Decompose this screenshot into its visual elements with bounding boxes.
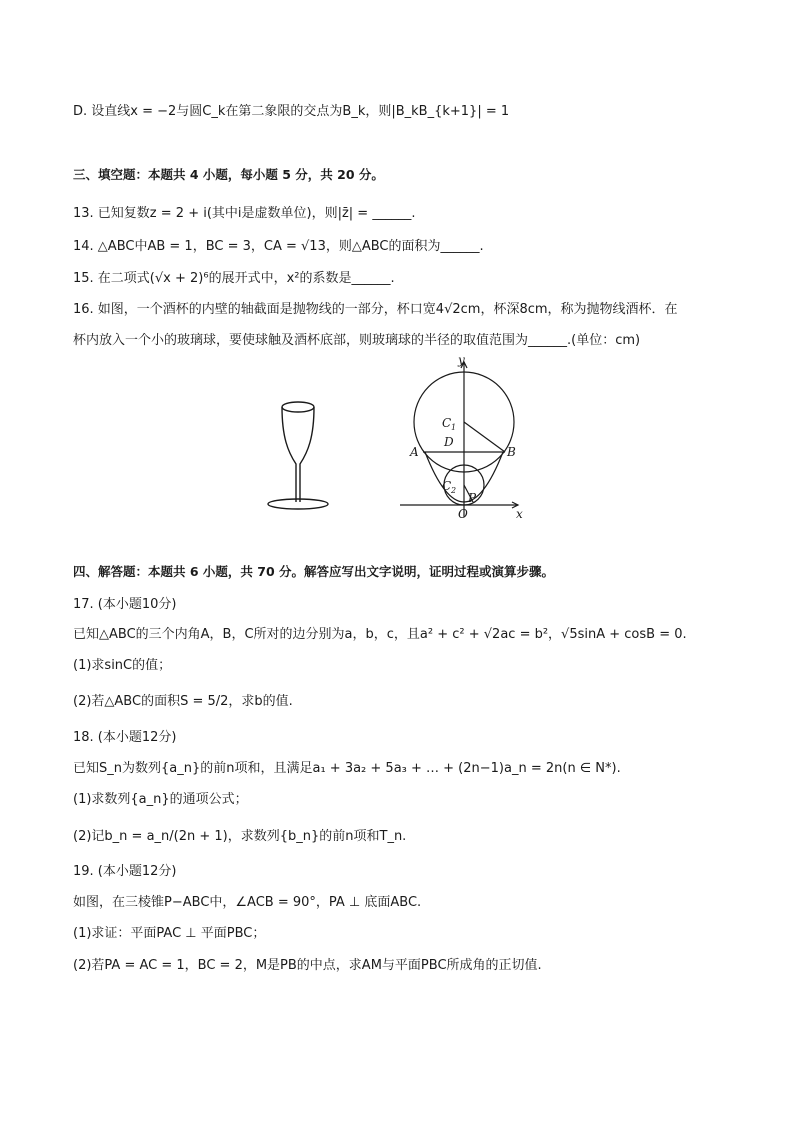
wine-glass-drawing xyxy=(268,402,328,509)
question-17-part-1: (1)求sinC的值； xyxy=(73,658,172,673)
question-18-part-1: (1)求数列{a_n}的通项公式； xyxy=(73,792,248,807)
a-label: A xyxy=(410,445,419,459)
question-19-part-1: (1)求证：平面PAC ⊥ 平面PBC； xyxy=(73,926,266,941)
c2-subscript: 2 xyxy=(451,486,457,495)
p-label: P xyxy=(468,491,477,505)
d-label: D xyxy=(444,435,454,449)
x-axis-label: x xyxy=(516,507,523,521)
question-18-stem: 已知S_n为数列{a_n}的前n项和，且满足a₁ + 3a₂ + 5a₃ + … + (2n−1)a_n = 2n(n ∈ N*). xyxy=(73,761,621,776)
question-17-stem: 已知△ABC的三个内角A，B，C所对的边分别为a，b，c，且a² + c² + √2ac = b²，√5sinA + cosB = 0. xyxy=(73,627,687,642)
question-17-part-2: (2)若△ABC的面积S = 5/2，求b的值. xyxy=(73,694,293,709)
question-16-line-2: 杯内放入一个小的玻璃球，要使球触及酒杯底部，则玻璃球的半径的取值范围为______.(单位：cm) xyxy=(73,333,641,348)
question-19-title: 19. (本小题12分) xyxy=(73,864,177,879)
b-label: B xyxy=(507,445,516,459)
c1-label: C xyxy=(442,416,452,430)
c1-subscript: 1 xyxy=(451,423,457,432)
question-15: 15. 在二项式(√x + 2)⁶的展开式中，x²的系数是______. xyxy=(73,271,395,286)
parabola-diagram xyxy=(400,362,518,517)
question-17-title: 17. (本小题10分) xyxy=(73,597,177,612)
question-14: 14. △ABC中AB = 1，BC = 3，CA = √13，则△ABC的面积为______. xyxy=(73,239,484,254)
c2-label: C xyxy=(442,479,452,493)
question-19-stem: 如图，在三棱锥P−ABC中，∠ACB = 90°，PA ⊥ 底面ABC. xyxy=(73,895,422,910)
question-16-figure xyxy=(260,352,550,527)
question-13: 13. 已知复数z = 2 + i(其中i是虚数单位)，则|z̄| = ______. xyxy=(73,206,416,221)
section-3-heading: 三、填空题：本题共 4 小题，每小题 5 分，共 20 分。 xyxy=(73,167,384,182)
y-axis-label: y xyxy=(458,353,465,367)
question-19-part-2: (2)若PA = AC = 1，BC = 2，M是PB的中点，求AM与平面PBC所成角的正切值. xyxy=(73,958,542,973)
option-d: D. 设直线x = −2与圆C_k在第二象限的交点为B_k，则|B_kB_{k+1}| = 1 xyxy=(73,104,510,119)
question-18-title: 18. (本小题12分) xyxy=(73,730,177,745)
o-label: O xyxy=(458,507,468,521)
section-4-heading: 四、解答题：本题共 6 小题，共 70 分。解答应写出文字说明，证明过程或演算步骤。 xyxy=(73,564,555,579)
question-18-part-2: (2)记b_n = a_n/(2n + 1)，求数列{b_n}的前n项和T_n. xyxy=(73,829,407,844)
question-16-line-1: 16. 如图，一个酒杯的内壁的轴截面是抛物线的一部分，杯口宽4√2cm，杯深8cm，称为抛物线酒杯．在 xyxy=(73,302,678,317)
